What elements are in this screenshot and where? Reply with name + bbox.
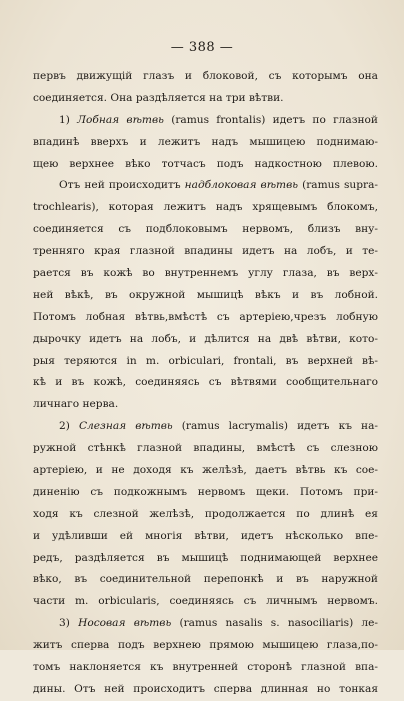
- text-line: [33, 175, 378, 197]
- text-line: [33, 416, 378, 438]
- text-segment: (ramus nasalis s. nasociliaris) ле-: [171, 617, 378, 630]
- text-line: [33, 66, 378, 88]
- text-segment: артеріею, и не доходя къ желѣзѣ, даетъ вѣтвь къ сое-: [33, 464, 378, 477]
- italic-heading: надблоковая вѣтвь: [184, 179, 299, 192]
- text-segment: житъ сперва подъ верхнею прямою мышицею глаза,по-: [33, 639, 378, 652]
- text-line: [33, 613, 378, 635]
- text-line: [33, 460, 378, 482]
- text-segment: ружной стѣнкѣ глазной впадины, вмѣстѣ съ слезною: [33, 442, 378, 455]
- text-segment: ней вѣкѣ, въ окружной мышицѣ вѣкъ и въ лобной.: [33, 288, 378, 301]
- italic-heading: Слезная вѣтвь: [78, 420, 173, 433]
- text-line: [33, 132, 378, 154]
- text-segment: тренняго края глазной впадины идетъ на лобъ, и те-: [33, 245, 378, 258]
- text-segment: дырочку идетъ на лобъ, и дѣлится на двѣ вѣтви, кото-: [33, 332, 378, 345]
- text-segment: 2): [59, 420, 79, 433]
- text-line: [33, 88, 378, 110]
- text-segment: личнаго нерва.: [33, 398, 119, 411]
- text-segment: вѣко, въ соединительной перепонкѣ и въ наружной: [33, 573, 378, 586]
- text-segment: trochlearis), которая лежитъ надъ хрящевымъ блокомъ,: [33, 201, 378, 214]
- text-segment: Отъ ней происходитъ: [59, 179, 185, 192]
- italic-heading: Лобная вѣтвь: [77, 113, 164, 126]
- text-line: [33, 569, 378, 591]
- text-segment: (ramus frontalis) идетъ по глазной: [163, 113, 378, 126]
- text-line: [33, 526, 378, 548]
- text-segment: редъ, раздѣляется въ мышицѣ поднимающей верхнее: [33, 551, 378, 564]
- text-line: [33, 438, 378, 460]
- text-line: [33, 307, 378, 329]
- text-segment: диненію съ подкожнымъ нервомъ щеки. Потомъ при-: [33, 485, 378, 498]
- text-segment: ходя къ слезной желѣзѣ, продолжается по длинѣ ея: [33, 507, 378, 520]
- text-line: [33, 241, 378, 263]
- text-line: [33, 679, 378, 701]
- text-segment: томъ наклоняется къ внутренней сторонѣ глазной впа-: [33, 661, 378, 674]
- text-line: [33, 548, 378, 570]
- text-line: [33, 591, 378, 613]
- text-segment: (ramus lacrymalis) идетъ къ на-: [172, 420, 378, 433]
- text-segment: первъ движущій глазъ и блоковой, съ которымъ она: [33, 70, 378, 82]
- text-segment: Потомъ лобная вѣтвь,вмѣстѣ съ артеріею,чрезъ лобную: [33, 310, 378, 323]
- text-segment: кѣ и въ кожѣ, соединяясь съ вѣтвями сообщительнаго: [33, 376, 378, 389]
- italic-heading: Носовая вѣтвь: [78, 617, 172, 630]
- text-line: [33, 154, 378, 176]
- text-segment: впадинѣ вверхъ и лежитъ надъ мышицею поднимаю-: [33, 135, 378, 148]
- text-line: [33, 263, 378, 285]
- text-line: [33, 394, 378, 416]
- text-segment: соединяется съ подблоковымъ нервомъ, близъ вну-: [33, 223, 378, 236]
- text-line: [33, 482, 378, 504]
- text-line: [33, 635, 378, 657]
- text-segment: рается въ кожѣ во внутреннемъ углу глаза, въ верх-: [33, 267, 378, 280]
- text-segment: рыя теряются in m. orbiculari, frontali, въ верхней вѣ-: [33, 354, 378, 367]
- text-segment: щею верхнее вѣко тотчасъ подъ надкостною плевою.: [33, 157, 378, 170]
- text-line: [33, 219, 378, 241]
- text-line: [33, 351, 378, 373]
- text-segment: и удѣливши ей многія вѣтви, идетъ нѣсколько впе-: [33, 529, 378, 542]
- body-text: [33, 66, 378, 701]
- text-line: [33, 285, 378, 307]
- text-segment: дины. Отъ ней происходитъ сперва длинная но тонкая: [33, 682, 378, 695]
- text-line: [33, 329, 378, 351]
- text-line: [33, 197, 378, 219]
- text-segment: соединяется. Она раздѣляется на три вѣтви.: [33, 91, 284, 104]
- text-line: [33, 504, 378, 526]
- text-segment: 3): [59, 617, 79, 630]
- text-line: [33, 372, 378, 394]
- text-segment: (ramus supra-: [298, 179, 378, 192]
- text-segment: 1): [59, 113, 78, 126]
- text-line: [33, 657, 378, 679]
- text-segment: части m. orbicularis, соединяясь съ личнымъ нервомъ.: [33, 595, 378, 608]
- text-line: [33, 110, 378, 132]
- page-number: — 388 —: [170, 40, 234, 55]
